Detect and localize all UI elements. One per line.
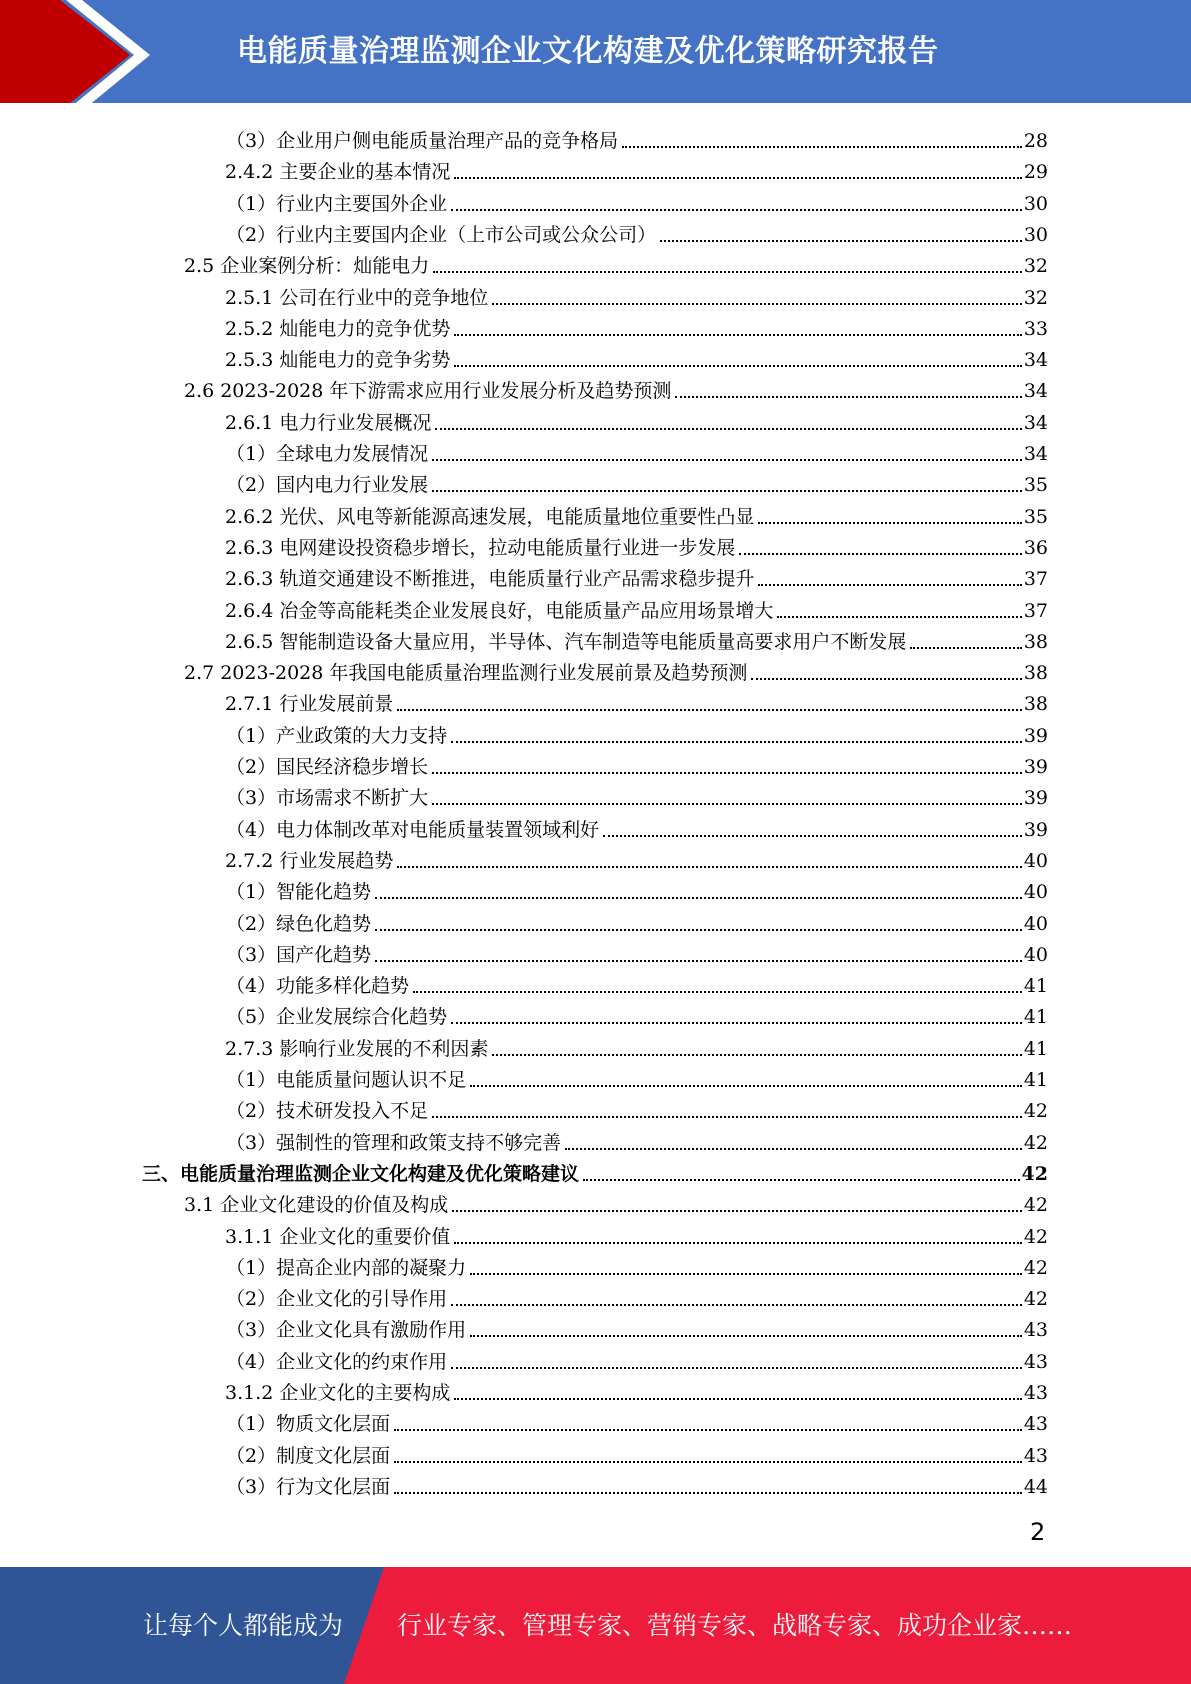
toc-entry-page: 43 [1023,1382,1048,1404]
toc-entry-number: 2.7.1 [225,693,274,715]
toc-entry-title: 公司在行业中的竞争地位 [279,287,489,309]
toc-leader-dots [375,929,1022,931]
toc-entry-number: （2） [226,224,277,246]
toc-entry-title: 主要企业的基本情况 [279,161,451,183]
toc-entry-number: （1） [226,881,277,903]
toc-entry-number: （2） [226,1100,277,1122]
toc-entry-title: 行业发展趋势 [279,850,394,872]
toc-entry-number: （4） [226,819,277,841]
toc-entry-number: （3） [226,1132,277,1154]
toc-entry[interactable] [226,1441,1048,1472]
toc-entry-title: 电力行业发展概况 [279,412,432,434]
toc-entry-title: 企业文化的引导作用 [276,1288,448,1310]
toc-entry-page: 37 [1023,568,1048,590]
toc-entry-page: 41 [1023,975,1048,997]
toc-entry[interactable] [225,1222,1048,1253]
toc-entry-title: 国产化趋势 [276,944,372,966]
toc-leader-dots [660,240,1022,242]
toc-entry[interactable] [226,470,1048,501]
toc-leader-dots [739,553,1021,555]
toc-entry-number: （1） [226,1069,277,1091]
toc-leader-dots [413,991,1022,993]
toc-leader-dots [492,303,1021,305]
toc-entry-page: 34 [1023,380,1048,402]
toc-entry-number: （5） [226,1006,277,1028]
toc-leader-dots [622,146,1022,148]
toc-entry-page: 38 [1023,693,1048,715]
toc-entry-number: 2.6.3 [225,537,274,559]
toc-leader-dots [375,960,1022,962]
toc-entry-number: 2.5.3 [225,349,274,371]
toc-entry-number: （1） [226,725,277,747]
toc-entry-page: 33 [1023,318,1048,340]
toc-entry-page: 38 [1023,631,1048,653]
toc-entry[interactable] [226,1284,1048,1315]
toc-entry-number: 2.6.1 [225,412,274,434]
toc-entry-title: 企业案例分析：灿能电力 [220,255,430,277]
toc-entry-number: （3） [226,1476,277,1498]
toc-entry-number: 3.1 [184,1194,215,1216]
toc-entry-number: 2.5.2 [225,318,274,340]
toc-leader-dots [603,835,1022,837]
toc-entry[interactable] [225,1378,1048,1409]
toc-entry-page: 34 [1023,443,1048,465]
toc-leader-dots [433,271,1022,273]
toc-entry-number: 三、 [142,1163,181,1185]
toc-leader-dots [432,803,1022,805]
toc-entry[interactable] [226,1096,1048,1127]
toc-leader-dots [435,428,1021,430]
toc-entry-title: 行业发展前景 [279,693,394,715]
toc-entry-number: （3） [226,1319,277,1341]
toc-entry-page: 42 [1023,1100,1048,1122]
toc-leader-dots [470,1335,1022,1337]
toc-entry-page: 40 [1023,881,1048,903]
toc-entry[interactable] [225,689,1048,720]
toc-entry-page: 42 [1023,1226,1048,1248]
toc-entry[interactable] [225,283,1048,314]
toc-entry-page: 37 [1023,600,1048,622]
toc-entry-page: 30 [1023,224,1048,246]
toc-entry[interactable] [226,1347,1048,1378]
toc-entry-number: （1） [226,443,277,465]
toc-entry[interactable] [225,596,1048,627]
toc-entry-title: 灿能电力的竞争劣势 [279,349,451,371]
toc-entry-number: （2） [226,913,277,935]
toc-entry[interactable] [225,627,1048,658]
toc-entry-page: 35 [1023,474,1048,496]
toc-entry-number: （4） [226,975,277,997]
toc-entry-page: 44 [1023,1476,1048,1498]
toc-entry-page: 40 [1023,913,1048,935]
toc-entry[interactable] [226,752,1048,783]
toc-entry-title: 企业文化建设的价值及构成 [220,1194,449,1216]
toc-entry-title: 智能化趋势 [276,881,372,903]
toc-entry-number: 2.5 [184,255,215,277]
toc-entry-page: 35 [1023,506,1048,528]
toc-entry-number: 2.6.5 [225,631,274,653]
page-footer [0,1567,1191,1684]
toc-leader-dots [454,1398,1021,1400]
toc-entry-page: 43 [1023,1445,1048,1467]
toc-entry-title: 功能多样化趋势 [276,975,410,997]
toc-entry-page: 42 [1021,1163,1048,1185]
toc-entry-number: 2.6.3 [225,568,274,590]
toc-entry-number: （1） [226,1413,277,1435]
toc-leader-dots [451,741,1022,743]
toc-entry-title: 提高企业内部的凝聚力 [276,1257,467,1279]
toc-entry-number: 2.4.2 [225,161,274,183]
toc-entry-title: 市场需求不断扩大 [276,787,429,809]
toc-entry[interactable] [226,189,1048,220]
toc-entry[interactable] [184,251,1048,282]
toc-leader-dots [454,334,1021,336]
toc-leader-dots [492,1054,1021,1056]
toc-entry-number: （1） [226,193,277,215]
toc-leader-dots [451,1367,1022,1369]
toc-leader-dots [432,490,1022,492]
toc-entry-number: （4） [226,1351,277,1373]
toc-entry-page: 43 [1023,1413,1048,1435]
toc-leader-dots [454,177,1021,179]
toc-entry[interactable] [184,376,1048,407]
toc-entry[interactable] [226,439,1048,470]
toc-entry[interactable] [226,1128,1048,1159]
toc-leader-dots [397,709,1021,711]
toc-entry-page: 30 [1023,193,1048,215]
toc-entry[interactable] [226,721,1048,752]
toc-entry-title: 产业政策的大力支持 [276,725,448,747]
toc-entry[interactable] [226,971,1048,1002]
toc-entry-title: 企业发展综合化趋势 [276,1006,448,1028]
toc-entry-title: 强制性的管理和政策支持不够完善 [276,1132,562,1154]
toc-entry[interactable] [225,345,1048,376]
toc-entry-page: 29 [1023,161,1048,183]
toc-entry-title: 企业文化具有激励作用 [276,1319,467,1341]
toc-entry-title: 智能制造设备大量应用，半导体、汽车制造等电能质量高要求用户不断发展 [279,631,907,653]
footer-slogan-right: 行业专家、管理专家、营销专家、战略专家、成功企业家…… [397,1611,1073,1640]
toc-entry-number: 2.5.1 [225,287,274,309]
page-header [0,0,1191,111]
toc-leader-dots [470,1085,1022,1087]
toc-entry[interactable] [225,408,1048,439]
toc-entry-title: 企业文化的约束作用 [276,1351,448,1373]
toc-leader-dots [432,772,1022,774]
toc-entry-number: 2.6.2 [225,506,274,528]
toc-leader-dots [583,1179,1020,1181]
toc-leader-dots [394,1492,1022,1494]
toc-entry[interactable] [225,564,1048,595]
toc-entry[interactable] [226,940,1048,971]
toc-entry-page: 39 [1023,787,1048,809]
toc-entry[interactable] [225,157,1048,188]
toc-entry-page: 42 [1023,1257,1048,1279]
toc-entry-number: 3.1.2 [225,1382,274,1404]
toc-leader-dots [394,1429,1022,1431]
toc-leader-dots [758,584,1021,586]
toc-leader-dots [432,459,1022,461]
toc-leader-dots [451,1304,1022,1306]
toc-entry-title: 行业内主要国内企业（上市公司或公众公司） [276,224,657,246]
toc-entry-title: 2023-2028 年我国电能质量治理监测行业发展前景及趋势预测 [220,662,748,684]
toc-entry[interactable] [225,502,1048,533]
toc-entry-number: （3） [226,787,277,809]
footer-slogan-left: 让每个人都能成为 [143,1611,344,1640]
toc-entry[interactable] [226,815,1048,846]
toc-entry-title: 企业用户侧电能质量治理产品的竞争格局 [276,130,619,152]
toc-entry[interactable] [226,1253,1048,1284]
toc-leader-dots [397,866,1021,868]
toc-entry-title: 国内电力行业发展 [276,474,429,496]
toc-entry[interactable] [184,658,1048,689]
toc-entry[interactable] [226,1472,1048,1503]
toc-leader-dots [451,1022,1022,1024]
toc-entry-page: 41 [1023,1038,1048,1060]
toc-entry[interactable] [226,1065,1048,1096]
toc-leader-dots [454,1242,1021,1244]
toc-entry-title: 全球电力发展情况 [276,443,429,465]
toc-entry-page: 42 [1023,1288,1048,1310]
toc-entry[interactable] [226,1002,1048,1033]
toc-entry-number: （2） [226,1445,277,1467]
toc-entry-page: 34 [1023,349,1048,371]
toc-entry-page: 32 [1023,287,1048,309]
toc-entry[interactable] [226,220,1048,251]
toc-leader-dots [452,1210,1022,1212]
toc-entry[interactable] [142,1159,1048,1190]
toc-entry[interactable] [225,314,1048,345]
toc-entry[interactable] [226,783,1048,814]
toc-leader-dots [675,396,1021,398]
toc-entry-page: 36 [1023,537,1048,559]
toc-entry-number: 2.7.2 [225,850,274,872]
toc-entry-page: 38 [1023,662,1048,684]
toc-entry-title: 冶金等高能耗类企业发展良好，电能质量产品应用场景增大 [279,600,774,622]
toc-entry[interactable] [226,126,1048,157]
toc-entry-page: 39 [1023,725,1048,747]
toc-entry-page: 34 [1023,412,1048,434]
toc-leader-dots [777,616,1021,618]
toc-entry-page: 40 [1023,850,1048,872]
toc-entry-title: 电能质量问题认识不足 [276,1069,467,1091]
toc-entry-title: 企业文化的重要价值 [279,1226,451,1248]
toc-entry-page: 41 [1023,1069,1048,1091]
toc-entry-page: 39 [1023,756,1048,778]
toc-entry-title: 轨道交通建设不断推进，电能质量行业产品需求稳步提升 [279,568,755,590]
toc-entry-number: （2） [226,1288,277,1310]
toc-leader-dots [394,1461,1022,1463]
toc-entry-title: 电力体制改革对电能质量装置领域利好 [276,819,600,841]
toc-entry-page: 28 [1023,130,1048,152]
toc-entry-page: 32 [1023,255,1048,277]
toc-entry-title: 电能质量治理监测企业文化构建及优化策略建议 [180,1163,580,1185]
toc-entry-number: 2.6.4 [225,600,274,622]
toc-entry-page: 41 [1023,1006,1048,1028]
toc-entry[interactable] [226,1409,1048,1440]
toc-entry-title: 国民经济稳步增长 [276,756,429,778]
toc-entry-number: （2） [226,756,277,778]
toc-entry-number: （3） [226,130,277,152]
toc-entry-title: 绿色化趋势 [276,913,372,935]
toc-leader-dots [910,647,1021,649]
toc-entry-number: 2.6 [184,380,215,402]
toc-entry-title: 制度文化层面 [276,1445,391,1467]
toc-leader-dots [451,209,1022,211]
toc-entry-page: 43 [1023,1319,1048,1341]
toc-entry[interactable] [225,533,1048,564]
toc-entry[interactable] [226,877,1048,908]
toc-entry-title: 电网建设投资稳步增长，拉动电能质量行业进一步发展 [279,537,736,559]
toc-entry[interactable] [226,909,1048,940]
document-title: 电能质量治理监测企业文化构建及优化策略研究报告 [237,34,939,69]
toc-entry-number: （3） [226,944,277,966]
toc-entry-title: 行业内主要国外企业 [276,193,448,215]
toc-entry-title: 光伏、风电等新能源高速发展，电能质量地位重要性凸显 [279,506,755,528]
page-number: 2 [1030,1518,1046,1546]
toc-entry-page: 42 [1023,1132,1048,1154]
toc-entry-page: 40 [1023,944,1048,966]
toc-entry-number: （1） [226,1257,277,1279]
toc-entry-title: 灿能电力的竞争优势 [279,318,451,340]
toc-entry[interactable] [225,846,1048,877]
toc-entry-title: 物质文化层面 [276,1413,391,1435]
toc-leader-dots [751,678,1021,680]
toc-entry-number: 3.1.1 [225,1226,274,1248]
toc-entry-page: 42 [1023,1194,1048,1216]
toc-entry-page: 39 [1023,819,1048,841]
toc-entry[interactable] [225,1034,1048,1065]
toc-entry-number: （2） [226,474,277,496]
toc-leader-dots [470,1273,1022,1275]
toc-entry-number: 2.7 [184,662,215,684]
toc-entry-title: 技术研发投入不足 [276,1100,429,1122]
toc-entry[interactable] [226,1315,1048,1346]
toc-entry-number: 2.7.3 [225,1038,274,1060]
toc-entry-title: 行为文化层面 [276,1476,391,1498]
toc-entry-title: 影响行业发展的不利因素 [279,1038,489,1060]
toc-leader-dots [375,897,1022,899]
toc-leader-dots [432,1116,1022,1118]
toc-leader-dots [454,365,1021,367]
toc-leader-dots [758,522,1021,524]
toc-entry[interactable] [184,1190,1048,1221]
toc-leader-dots [565,1148,1022,1150]
toc-entry-title: 企业文化的主要构成 [279,1382,451,1404]
toc-entry-title: 2023-2028 年下游需求应用行业发展分析及趋势预测 [220,380,672,402]
toc-entry-page: 43 [1023,1351,1048,1373]
